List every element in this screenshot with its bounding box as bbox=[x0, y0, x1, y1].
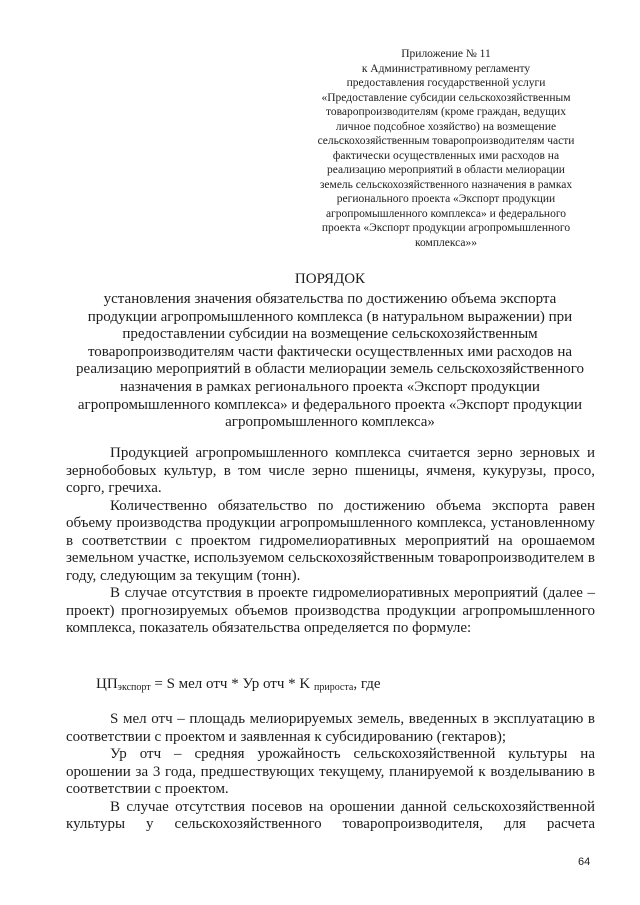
definition-ur: Ур отч – средняя урожайность сельскохозяйственной культуры на орошении за 3 года, предшествующих текущему, планируемой к возделыванию в соответствии с проектом. bbox=[66, 746, 595, 797]
appendix-line: сельскохозяйственным товаропроизводителям части bbox=[317, 135, 575, 147]
formula-tail: , где bbox=[353, 676, 381, 692]
appendix-line: личное подсобное хозяйство) на возмещение bbox=[335, 120, 557, 133]
definitions-text bbox=[66, 711, 595, 834]
subtitle-line: предоставлении субсидии на возмещение сельскохозяйственным bbox=[122, 326, 538, 343]
paragraph-obligation: Количественно обязательство по достижению объема экспорта равен объему производства продукции агропромышленного комплекса, установленному в соответствии с проектом гидромелиоративных мероприятий на орошаемом земельном участке, используемом сельскохозяйственным товаропроизводителем в году, следующим за текущим (тонн). bbox=[66, 497, 595, 584]
subtitle-line: агропромышленного комплекса» и федерального проекта «Экспорт продукции bbox=[77, 396, 583, 413]
subtitle-line: товаропроизводителям части фактически осуществленных ими расходов на bbox=[87, 343, 573, 360]
appendix-line: фактически осуществленных ими расходов на bbox=[332, 149, 560, 162]
subtitle-line: назначения в рамках регионального проекта «Экспорт продукции bbox=[120, 378, 540, 395]
body-text bbox=[66, 445, 595, 638]
appendix-line: регионального проекта «Экспорт продукции bbox=[336, 193, 556, 205]
subtitle-line: продукции агропромышленного комплекса (в натуральном выражении) при bbox=[87, 308, 573, 325]
formula-lhs: ЦП bbox=[96, 676, 118, 692]
formula-middle: = S мел отч * Ур отч * K bbox=[150, 676, 314, 692]
appendix-line: предоставления государственной услуги bbox=[346, 77, 546, 89]
appendix-line: комплекса»» bbox=[415, 236, 477, 249]
appendix-line: реализацию мероприятий в области мелиорации bbox=[327, 164, 565, 176]
appendix-header bbox=[290, 47, 602, 250]
appendix-line: к Административному регламенту bbox=[361, 62, 531, 75]
paragraph-products: Продукцией агропромышленного комплекса считается зерно зерновых и зернобобовых культур, в том числе зерно пшеницы, ячменя, кукурузы, просо, сорго, гречиха. bbox=[66, 445, 595, 496]
formula bbox=[96, 675, 381, 697]
subtitle-line: установления значения обязательства по достижению объема экспорта bbox=[103, 291, 557, 307]
appendix-line: агропромышленного комплекса» и федерального bbox=[325, 207, 567, 220]
document-subtitle bbox=[60, 291, 600, 432]
appendix-line: земель сельскохозяйственного назначения в рамках bbox=[319, 178, 573, 191]
page-number: 64 bbox=[578, 856, 591, 868]
appendix-line: Приложение № 11 bbox=[401, 48, 491, 60]
appendix-line: «Предоставление субсидии сельскохозяйственным bbox=[321, 91, 571, 104]
formula-k-subscript: прироста bbox=[313, 682, 354, 693]
paragraph-no-crops: В случае отсутствия посевов на орошении данной сельскохозяйственной культуры у сельскохозяйственного товаропроизводителя, для расчета bbox=[66, 798, 595, 832]
document-title: ПОРЯДОК bbox=[294, 271, 366, 287]
appendix-line: товаропроизводителям (кроме граждан, ведущих bbox=[326, 106, 566, 118]
subtitle-line: реализацию мероприятий в области мелиорации земель сельскохозяйственного bbox=[75, 361, 584, 378]
definition-s-mel: S мел отч – площадь мелиорируемых земель, введенных в эксплуатацию в соответствии с проектом и заявленная к субсидированию (гектаров); bbox=[66, 711, 595, 745]
formula-lhs-subscript: экспорт bbox=[117, 682, 151, 693]
paragraph-formula-intro: В случае отсутствия в проекте гидромелиоративных мероприятий (далее – проект) прогнозируемых объемов производства продукции агропромышленного комплекса, показатель обязательства определяется по формуле: bbox=[66, 585, 595, 636]
subtitle-line: агропромышленного комплекса» bbox=[225, 414, 435, 431]
appendix-line: проекта «Экспорт продукции агропромышленного bbox=[321, 222, 571, 234]
